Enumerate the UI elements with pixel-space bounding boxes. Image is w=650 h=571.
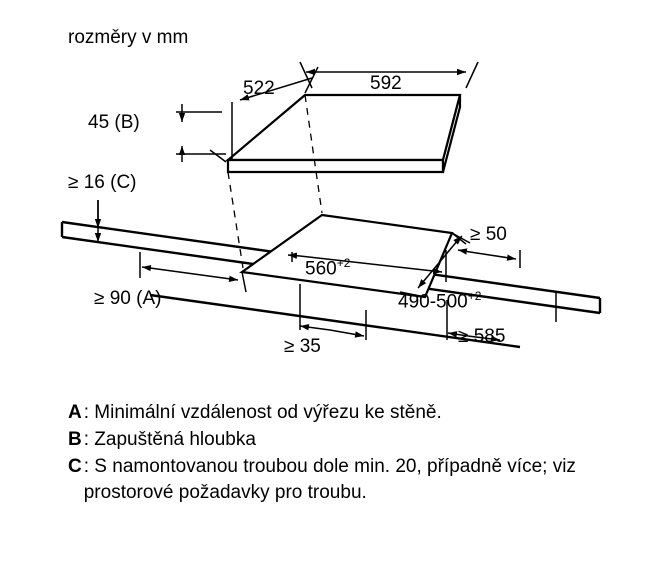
- dim-label-45B: 45 (B): [88, 112, 140, 133]
- legend-item-b: [68, 427, 628, 453]
- dim-label-585: ≥ 585: [458, 326, 506, 347]
- dim-label-16C: ≥ 16 (C): [68, 172, 137, 193]
- dim-45B: [176, 104, 226, 162]
- dim-35: [300, 284, 366, 340]
- legend-text-a: : Minimální vzdálenost od výřezu ke stěně.: [83, 402, 442, 423]
- legend-key-a: A: [68, 402, 82, 423]
- dim-label-35: ≥ 35: [284, 336, 321, 357]
- legend-key-b: B: [68, 429, 82, 450]
- dim-label-522: 522: [243, 78, 275, 99]
- dim-label-490-500: $490-500^{+2}$: [398, 289, 482, 313]
- dim-label-592: 592: [370, 73, 402, 94]
- legend-item-c: [68, 454, 628, 506]
- legend-text-c: : S namontovanou troubou dole min. 20, případně více; viz prostorové požadavky pro troubu.: [83, 456, 576, 503]
- legend: [68, 400, 628, 507]
- legend-text-b: : Zapuštěná hloubka: [83, 429, 256, 450]
- dim-90A: [140, 252, 246, 292]
- page-title: rozměry v mm: [68, 27, 189, 48]
- legend-item-a: [68, 400, 628, 426]
- legend-key-c: C: [68, 456, 82, 477]
- cooktop-body: [228, 95, 460, 172]
- dim-label-90A: ≥ 90 (A): [94, 288, 162, 309]
- dim-label-560: $560^{+2}$: [305, 256, 351, 280]
- dim-label-50: ≥ 50: [470, 224, 507, 245]
